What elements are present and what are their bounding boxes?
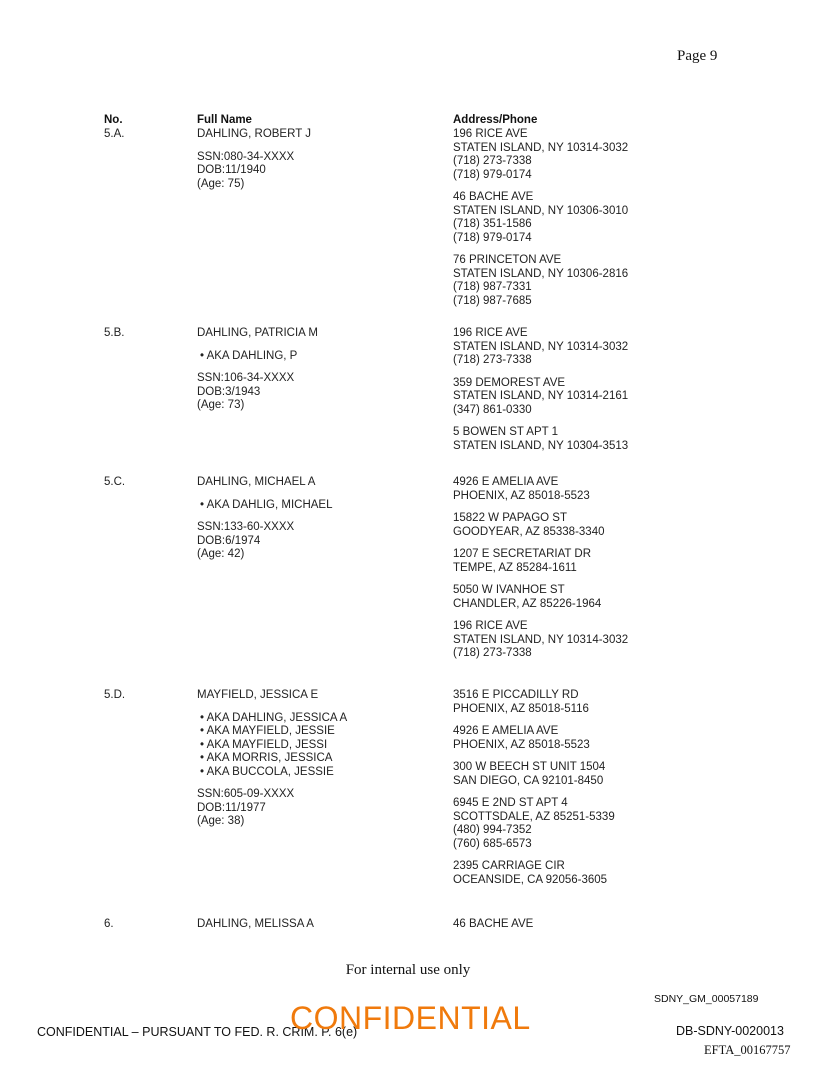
address-line: 196 RICE AVE [453,327,528,339]
address-block [453,327,628,368]
dob: DOB:6/1974 [197,534,261,547]
address-line: PHOENIX, AZ 85018-5523 [453,489,590,502]
address-block [453,689,615,716]
address-line: (347) 861-0330 [453,403,532,416]
address-line: 46 BACHE AVE [453,191,534,203]
address-line: 4926 E AMELIA AVE [453,725,559,737]
address-line: SCOTTSDALE, AZ 85251-5339 [453,810,615,823]
address-line: 15822 W PAPAGO ST [453,512,567,524]
bates-number-gm: SDNY_GM_00057189 [654,993,759,1005]
address-block [453,918,533,932]
address-line: GOODYEAR, AZ 85338-3340 [453,525,605,538]
address-line: (760) 685-6573 [453,837,532,850]
internal-use-note: For internal use only [345,962,471,978]
address-block [453,548,628,575]
address-line: STATEN ISLAND, NY 10314-3032 [453,141,629,154]
aka-entry: • AKA MORRIS, JESSICA [200,752,333,764]
address-block [453,476,628,503]
confidential-stamp: CONFIDENTIAL [290,1000,531,1036]
address-line: 300 W BEECH ST UNIT 1504 [453,761,606,773]
address-line: (718) 979-0174 [453,168,532,181]
record-number: 5.B. [104,327,125,339]
address-list [453,476,628,661]
address-block [453,128,628,182]
full-name: DAHLING, ROBERT J [197,128,311,140]
aka-entry: • AKA DAHLIG, MICHAEL [200,498,333,511]
address-line: TEMPE, AZ 85284-1611 [453,561,577,574]
address-line: (718) 351-1586 [453,218,532,230]
address-line: 4926 E AMELIA AVE [453,476,559,488]
address-line: (718) 979-0174 [453,231,532,244]
aka-entry: • AKA DAHLING, JESSICA A [200,711,348,724]
bates-number-db: DB-SDNY-0020013 [676,1024,784,1038]
ssn: SSN:080-34-XXXX [197,150,295,163]
address-line: (718) 987-7685 [453,294,532,307]
aka-entry: • AKA BUCCOLA, JESSIE [200,765,334,778]
address-line: STATEN ISLAND, NY 10304-3513 [453,439,629,452]
address-line: (480) 994-7352 [453,824,532,836]
full-name: MAYFIELD, JESSICA E [197,689,319,701]
address-block [453,725,615,752]
dob: DOB:3/1943 [197,385,261,398]
address-line: 196 RICE AVE [453,128,528,140]
address-list [453,689,615,887]
address-line: 1207 E SECRETARIAT DR [453,548,592,560]
column-header-full-name: Full Name [197,114,252,126]
record-person [197,476,333,562]
aka-entry: • AKA DAHLING, P [200,349,298,362]
address-line: STATEN ISLAND, NY 10314-3032 [453,340,629,353]
age: (Age: 38) [197,815,245,827]
address-block [453,620,628,661]
age: (Age: 75) [197,177,245,190]
address-line: 46 BACHE AVE [453,918,534,930]
record-number: 5.D. [104,689,126,701]
record-number: 5.C. [104,476,126,488]
address-line: CHANDLER, AZ 85226-1964 [453,597,602,610]
page-number: Page 9 [677,48,718,64]
full-name: DAHLING, MICHAEL A [197,476,316,488]
efta-number: EFTA_00167757 [704,1043,791,1057]
column-header-address-phone: Address/Phone [453,114,538,126]
address-line: 6945 E 2ND ST APT 4 [453,797,568,809]
address-block [453,584,628,611]
record-person [197,918,314,932]
address-block [453,191,628,245]
age: (Age: 42) [197,548,245,560]
ssn: SSN:133-60-XXXX [197,521,295,533]
address-list [453,918,533,932]
record-person [197,327,318,413]
address-block [453,512,628,539]
address-line: 3516 E PICCADILLY RD [453,689,579,701]
address-line: SAN DIEGO, CA 92101-8450 [453,774,604,787]
address-block [453,860,615,887]
record-person [197,689,347,829]
address-line: 76 PRINCETON AVE [453,254,562,266]
address-line: OCEANSIDE, CA 92056-3605 [453,873,608,886]
address-line: (718) 273-7338 [453,647,532,659]
address-block [453,797,615,851]
address-line: (718) 987-7331 [453,281,532,293]
ssn: SSN:605-09-XXXX [197,788,295,800]
ssn: SSN:106-34-XXXX [197,372,295,384]
dob: DOB:11/1940 [197,164,266,176]
address-block [453,761,615,788]
address-line: 359 DEMOREST AVE [453,376,566,389]
address-line: 2395 CARRIAGE CIR [453,860,565,872]
address-line: 5050 W IVANHOE ST [453,584,565,596]
address-list [453,327,628,453]
record-person [197,128,311,191]
address-line: PHOENIX, AZ 85018-5523 [453,738,590,751]
dob: DOB:11/1977 [197,801,266,814]
address-block [453,426,628,453]
address-line: (718) 273-7338 [453,155,532,167]
address-line: PHOENIX, AZ 85018-5116 [453,702,589,715]
address-block [453,377,628,418]
address-list [453,128,628,308]
record-number: 6. [104,918,114,930]
aka-entry: • AKA MAYFIELD, JESSI [200,738,328,751]
address-line: STATEN ISLAND, NY 10306-3010 [453,204,629,217]
address-line: STATEN ISLAND, NY 10314-3032 [453,633,629,646]
column-header-no: No. [104,114,123,126]
aka-entry: • AKA MAYFIELD, JESSIE [200,725,335,737]
address-line: STATEN ISLAND, NY 10314-2161 [453,390,629,402]
address-line: STATEN ISLAND, NY 10306-2816 [453,267,629,280]
record-number: 5.A. [104,128,125,140]
full-name: DAHLING, PATRICIA M [197,327,318,339]
address-line: (718) 273-7338 [453,354,532,366]
confidential-notice: CONFIDENTIAL – PURSUANT TO FED. R. CRIM. P. 6(e) [37,1025,358,1039]
address-line: 196 RICE AVE [453,620,528,632]
full-name: DAHLING, MELISSA A [197,918,314,930]
age: (Age: 73) [197,399,245,411]
address-line: 5 BOWEN ST APT 1 [453,426,559,438]
address-block [453,254,628,308]
